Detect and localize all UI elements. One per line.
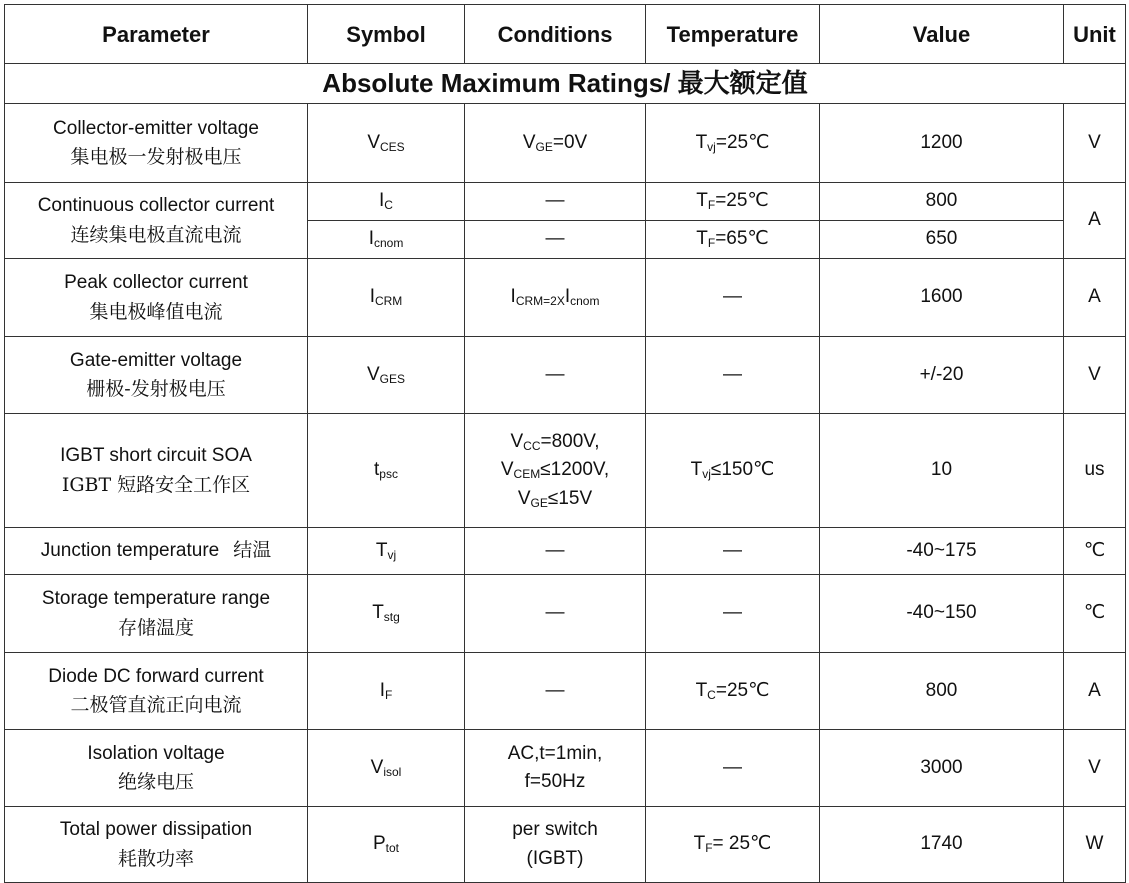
- value-cell: 1200: [820, 104, 1064, 183]
- header-value: Value: [820, 5, 1064, 64]
- temperature-cell: $T_F=65℃$: [646, 221, 820, 259]
- symbol-cell: $T_{stg}$: [308, 575, 465, 653]
- conditions-cell: $V_{GE}=0V$: [465, 104, 646, 183]
- conditions-cell: $V_{CC}=800V$, $V_{CEM}\le 1200V$, $V_{GE}\le 15V$: [465, 414, 646, 528]
- table-row: [5, 528, 1126, 575]
- symbol-cell: $T_{vj}$: [308, 528, 465, 575]
- header-row: [5, 5, 1126, 64]
- table-row: [5, 183, 1126, 221]
- symbol-cell: $I_C$: [308, 183, 465, 221]
- value-cell: -40~150: [820, 575, 1064, 653]
- table-row: [5, 653, 1126, 730]
- parameter-cell: Isolation voltage 绝缘电压: [5, 730, 308, 807]
- unit-cell: A: [1064, 259, 1126, 337]
- unit-cell: A: [1064, 183, 1126, 259]
- parameter-cell: Peak collector current 集电极峰值电流: [5, 259, 308, 337]
- value-cell: -40~175: [820, 528, 1064, 575]
- unit-cell: ℃: [1064, 528, 1126, 575]
- section-row: [5, 64, 1126, 104]
- temperature-cell: —: [646, 259, 820, 337]
- parameter-cell: Storage temperature range 存储温度: [5, 575, 308, 653]
- conditions-cell: —: [465, 653, 646, 730]
- header-parameter: Parameter: [5, 5, 308, 64]
- parameter-cell: IGBT short circuit SOA IGBT 短路安全工作区: [5, 414, 308, 528]
- conditions-cell: —: [465, 183, 646, 221]
- unit-cell: V: [1064, 337, 1126, 414]
- symbol-cell: $P_{tot}$: [308, 807, 465, 883]
- parameter-cell: Collector-emitter voltage 集电极一发射极电压: [5, 104, 308, 183]
- value-cell: 1740: [820, 807, 1064, 883]
- unit-cell: V: [1064, 104, 1126, 183]
- value-cell: 650: [820, 221, 1064, 259]
- symbol-cell: $I_{CRM}$: [308, 259, 465, 337]
- unit-cell: V: [1064, 730, 1126, 807]
- value-cell: 3000: [820, 730, 1064, 807]
- conditions-cell: —: [465, 575, 646, 653]
- temperature-cell: $T_F=$ 25℃: [646, 807, 820, 883]
- conditions-cell: AC,t=1min, f=50Hz: [465, 730, 646, 807]
- temperature-cell: $T_{vj}=25℃$: [646, 104, 820, 183]
- table-row: [5, 337, 1126, 414]
- conditions-cell: —: [465, 528, 646, 575]
- header-unit: Unit: [1064, 5, 1126, 64]
- header-conditions: Conditions: [465, 5, 646, 64]
- conditions-cell: —: [465, 221, 646, 259]
- unit-cell: A: [1064, 653, 1126, 730]
- parameter-cell: Junction temperature 结温: [5, 528, 308, 575]
- table-row: [5, 259, 1126, 337]
- absolute-maximum-ratings-table: [4, 4, 1126, 883]
- symbol-cell: $V_{isol}$: [308, 730, 465, 807]
- symbol-cell: $t_{psc}$: [308, 414, 465, 528]
- table-row: [5, 414, 1126, 528]
- temperature-cell: $T_F=25℃$: [646, 183, 820, 221]
- symbol-cell: $I_F$: [308, 653, 465, 730]
- header-symbol: Symbol: [308, 5, 465, 64]
- unit-cell: us: [1064, 414, 1126, 528]
- table-row: [5, 575, 1126, 653]
- table-row: [5, 807, 1126, 883]
- temperature-cell: —: [646, 337, 820, 414]
- temperature-cell: $T_{vj}\le 150℃$: [646, 414, 820, 528]
- value-cell: +/-20: [820, 337, 1064, 414]
- temperature-cell: $T_C=25℃$: [646, 653, 820, 730]
- temperature-cell: —: [646, 528, 820, 575]
- value-cell: 1600: [820, 259, 1064, 337]
- parameter-cell: Gate-emitter voltage 栅极-发射极电压: [5, 337, 308, 414]
- symbol-cell: $V_{GES}$: [308, 337, 465, 414]
- unit-cell: ℃: [1064, 575, 1126, 653]
- symbol-cell: $V_{CES}$: [308, 104, 465, 183]
- value-cell: 800: [820, 183, 1064, 221]
- parameter-cell: Diode DC forward current 二极管直流正向电流: [5, 653, 308, 730]
- unit-cell: W: [1064, 807, 1126, 883]
- temperature-cell: —: [646, 730, 820, 807]
- conditions-cell: $I_{CRM=2X}I_{cnom}$: [465, 259, 646, 337]
- table-row: [5, 730, 1126, 807]
- table-row: [5, 104, 1126, 183]
- value-cell: 10: [820, 414, 1064, 528]
- conditions-cell: —: [465, 337, 646, 414]
- conditions-cell: per switch (IGBT): [465, 807, 646, 883]
- section-title: Absolute Maximum Ratings/ 最大额定值: [5, 64, 1126, 104]
- symbol-cell: $I_{cnom}$: [308, 221, 465, 259]
- value-cell: 800: [820, 653, 1064, 730]
- header-temperature: Temperature: [646, 5, 820, 64]
- parameter-cell: Total power dissipation 耗散功率: [5, 807, 308, 883]
- parameter-cell: Continuous collector current 连续集电极直流电流: [5, 183, 308, 259]
- temperature-cell: —: [646, 575, 820, 653]
